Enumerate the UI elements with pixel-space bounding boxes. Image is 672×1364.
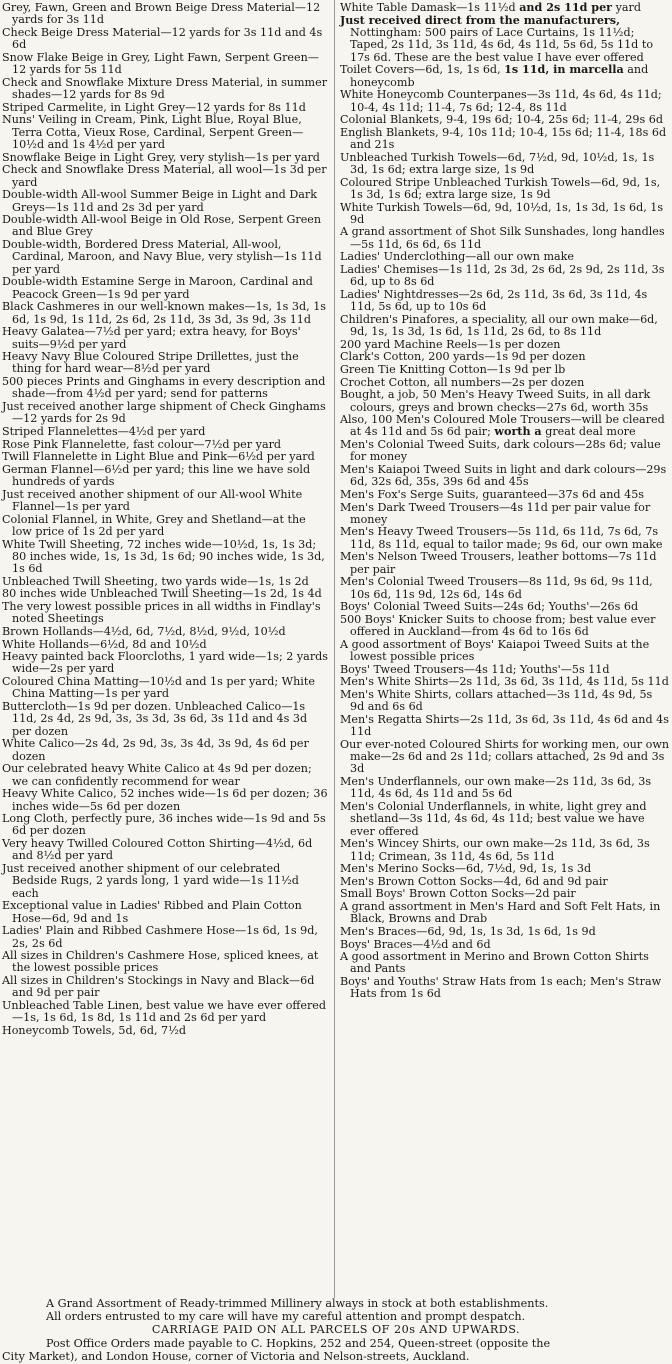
item-text: Our ever-noted Coloured Shirts for working men, our own make—2s 6d and 2s 11d; collars attached, 2s 9d and 3s 3d <box>340 737 670 776</box>
right-item <box>340 876 670 888</box>
item-text: Clark's Cotton, 200 yards—1s 9d per dozen <box>340 350 586 364</box>
item-text: Ladies' Nightdresses—2s 6d, 2s 11d, 3s 6d, 3s 11d, 4s 11d, 5s 6d, up to 10s 6d <box>340 287 648 314</box>
left-item: Heavy White Calico, 52 inches wide—1s 6d per dozen; 36 inches wide—5s 6d per dozen <box>2 787 328 813</box>
left-item: Striped Flannelettes—4½d per yard <box>2 424 206 438</box>
left-item: Unbleached Table Linen, best value we have ever offered—1s, 1s 6d, 1s 8d, 1s 11d and 2s 6d per yard <box>2 999 326 1025</box>
left-item: Colonial Flannel, in White, Grey and Shetland—at the low price of 1s 2d per yard <box>2 512 306 538</box>
item-text: Men's Underflannels, our own make—2s 11d, 3s 6d, 3s 11d, 4s 6d, 4s 11d and 5s 6d <box>340 775 652 801</box>
left-item: Buttercloth—1s 9d per dozen. Unbleached Calico—1s 11d, 2s 4d, 2s 9d, 3s, 3s 3d, 3s 6d, 3s 11d and 4s 3d per dozen <box>2 700 308 738</box>
left-item: Black Cashmeres in our well-known makes—1s, 1s 3d, 1s 6d, 1s 9d, 1s 11d, 2s 6d, 2s 11d, 3s 3d, 3s 9d, 3s 11d <box>2 300 326 326</box>
left-item: Double-width All-wool Summer Beige in Light and Dark Greys—1s 11d and 2s 3d per yard <box>2 188 317 214</box>
item-text: White Honeycomb Counterpanes—3s 11d, 4s 6d, 4s 11d; 10-4, 4s 11d; 11-4, 7s 6d; 12-4, 8s 11d <box>340 88 662 114</box>
item-text: Bought, a job, 50 Men's Heavy Tweed Suits, in all dark colours, greys and brown checks—27s 6d, worth 35s <box>340 388 651 414</box>
right-item <box>340 639 670 664</box>
right-item <box>340 776 670 801</box>
item-text: Children's Pinafores, a speciality, all our own make—6d, 9d, 1s, 1s 3d, 1s 6d, 1s 11d, 2s 6d, to 8s 11d <box>340 312 658 339</box>
item-text: Boys' Colonial Tweed Suits—24s 6d; Youths'—26s 6d <box>340 600 639 614</box>
left-item: Heavy painted back Floorcloths, 1 yard wide—1s; 2 yards wide—2s per yard <box>2 650 328 676</box>
right-item <box>340 202 670 227</box>
left-item: Heavy Navy Blue Coloured Stripe Drillettes, just the thing for hard wear—8½d per yard <box>2 350 299 376</box>
footer-carriage-line: CARRIAGE PAID ON ALL PARCELS OF 20s AND UPWARDS. <box>151 1323 521 1337</box>
item-text: Men's Colonial Tweed Suits, dark colours—28s 6d; value for money <box>340 438 661 464</box>
item-text: Men's Colonial Underflannels, in white, light grey and shetland—3s 11d, 4s 6d, 4s 11d; best value we have ever offered <box>340 800 647 838</box>
left-item: Just received another large shipment of Check Ginghams—12 yards for 2s 9d <box>2 400 326 426</box>
right-item <box>340 364 670 376</box>
item-text-continued: great deal more <box>541 425 636 439</box>
left-item: Snow Flake Beige in Grey, Light Fawn, Serpent Green—12 yards for 5s 11d <box>2 50 319 77</box>
footer-address-line: City Market), and London House, corner of Victoria and Nelson-streets, Auckland. <box>2 1349 470 1363</box>
left-item: White Twill Sheeting, 72 inches wide—10½d, 1s, 1s 3d; 80 inches wide, 1s, 1s 3d, 1s 6d; 90 inches wide, 1s 3d, 1s 6d <box>2 537 325 576</box>
item-text: White Table Damask—1s 11½d <box>340 1 520 14</box>
left-item: Snowflake Beige in Light Grey, very stylish—1s per yard <box>2 150 320 164</box>
right-item <box>340 127 670 152</box>
item-text: Men's Kaiapoi Tweed Suits in light and dark colours—29s 6d, 32s 6d, 35s, 39s 6d and 45s <box>340 462 667 489</box>
right-item <box>340 888 670 900</box>
right-item <box>340 89 670 114</box>
left-item: Honeycomb Towels, 5d, 6d, 7½d <box>2 1023 187 1037</box>
item-text: Boys' Tweed Trousers—4s 11d; Youths'—5s 11d <box>340 662 610 676</box>
item-text-continued: and honeycomb <box>350 63 649 89</box>
right-item <box>340 314 670 339</box>
item-text: Men's Colonial Tweed Trousers—8s 11d, 9s 6d, 9s 11d, 10s 6d, 11s 9d, 12s 6d, 14s 6d <box>340 575 653 601</box>
left-item: Check and Snowflake Mixture Dress Material, in summer shades—12 yards for 8s 9d <box>2 75 328 102</box>
right-item <box>340 114 670 126</box>
left-item: Check Beige Dress Material—12 yards for 3s 11d and 4s 6d <box>2 25 323 52</box>
right-column <box>340 2 670 1001</box>
item-text: Men's White Shirts, collars attached—3s 11d, 4s 9d, 5s 9d and 6s 6d <box>340 687 653 714</box>
left-item: Brown Hollands—4½d, 6d, 7½d, 8½d, 9½d, 10½d <box>2 624 286 638</box>
item-text: Coloured Stripe Unbleached Turkish Towels—6d, 9d, 1s, 1s 3d, 1s 6d; extra large size, 1s 9d <box>340 175 661 201</box>
right-item <box>340 576 670 601</box>
right-item <box>340 15 670 64</box>
item-text: Men's Regatta Shirts—2s 11d, 3s 6d, 3s 11d, 4s 6d and 4s 11d <box>340 712 669 739</box>
right-item <box>340 502 670 527</box>
right-item <box>340 489 670 501</box>
item-bold-text: worth a <box>494 425 542 439</box>
item-bold-text: and 2s 11d per <box>519 1 613 14</box>
left-item: German Flannel—6½d per yard; this line we have sold hundreds of yards <box>2 462 311 489</box>
right-item <box>340 339 670 351</box>
item-text: Green Tie Knitting Cotton—1s 9d per lb <box>340 362 566 376</box>
right-item <box>340 377 670 389</box>
right-item <box>340 976 670 1001</box>
left-item: The very lowest possible prices in all widths in Findlay's noted Sheetings <box>2 600 321 626</box>
left-item: Very heavy Twilled Coloured Cotton Shirting—4½d, 6d and 8½d per yard <box>2 837 313 863</box>
right-item <box>340 951 670 976</box>
left-item: Unbleached Twill Sheeting, two yards wide—1s, 1s 2d <box>2 574 309 588</box>
left-item: Rose Pink Flannelette, fast colour—7½d per yard <box>2 437 282 451</box>
item-bold-text: 1s 11d, in marcella <box>504 63 624 77</box>
right-item <box>340 526 670 551</box>
left-item: Long Cloth, perfectly pure, 36 inches wide—1s 9d and 5s 6d per dozen <box>2 812 326 838</box>
item-text: Men's White Shirts—2s 11d, 3s 6d, 3s 11d, 4s 11d, 5s 11d <box>340 675 669 689</box>
item-text: A good assortment in Merino and Brown Cotton Shirts and Pants <box>340 950 649 976</box>
left-item: Just received another shipment of our All-wool White Flannel—1s per yard <box>2 487 303 513</box>
item-text: Crochet Cotton, all numbers—2s per dozen <box>340 375 585 389</box>
item-text: Small Boys' Brown Cotton Socks—2d pair <box>340 887 576 901</box>
right-item <box>340 152 670 177</box>
item-text: White Turkish Towels—6d, 9d, 10½d, 1s, 1s 3d, 1s 6d, 1s 9d <box>340 200 664 226</box>
item-text: 200 yard Machine Reels—1s per dozen <box>340 337 561 351</box>
item-text: Toilet Covers—6d, 1s, 1s 6d, <box>340 63 505 77</box>
right-item <box>340 226 670 251</box>
right-item <box>340 601 670 613</box>
item-text: 500 Boys' Knicker Suits to choose from; best value ever offered in Auckland—from 4s 6d to 16s 6d <box>340 612 656 639</box>
right-item <box>340 676 670 688</box>
left-item: Nuns' Veiling in Cream, Pink, Light Blue, Royal Blue, Terra Cotta, Vieux Rose, Cardinal, Serpent Green—10½d and 1s 4½d per yard <box>2 113 304 152</box>
item-text-continued: yard <box>612 1 641 14</box>
right-item <box>340 838 670 863</box>
footer-millinery-line: A Grand Assortment of Ready-trimmed Millinery always in stock at both establishments. <box>46 1297 549 1310</box>
right-item <box>340 926 670 938</box>
left-item: White Calico—2s 4d, 2s 9d, 3s, 3s 4d, 3s 9d, 4s 6d per dozen <box>2 737 309 763</box>
left-item: Heavy Galatea—7½d per yard; extra heavy, for Boys' suits—9½d per yard <box>2 325 301 351</box>
right-item <box>340 264 670 289</box>
item-bold-text: Just received direct from the manufacturers, <box>340 13 620 27</box>
right-item <box>340 664 670 676</box>
item-text: Colonial Blankets, 9-4, 19s 6d; 10-4, 25s 6d; 11-4, 29s 6d <box>340 113 663 127</box>
left-item: Exceptional value in Ladies' Ribbed and Plain Cotton Hose—6d, 9d and 1s <box>2 899 302 925</box>
item-text: A good assortment of Boys' Kaiapoi Tweed Suits at the lowest possible prices <box>340 637 650 664</box>
right-item <box>340 351 670 363</box>
right-item <box>340 863 670 875</box>
right-item <box>340 801 670 838</box>
right-item <box>340 414 670 439</box>
item-text: Men's Nelson Tweed Trousers, leather bottoms—7s 11d per pair <box>340 550 657 576</box>
right-item <box>340 177 670 202</box>
item-text: Men's Merino Socks—6d, 7½d, 9d, 1s, 1s 3d <box>340 862 592 876</box>
right-item <box>340 2 670 14</box>
item-text: Ladies' Underclothing—all our own make <box>340 250 575 264</box>
item-text: Men's Wincey Shirts, our own make—2s 11d, 3s 6d, 3s 11d; Crimean, 3s 11d, 4s 6d, 5s 11d <box>340 837 650 863</box>
left-item: Striped Carmelite, in Light Grey—12 yards for 8s 11d <box>2 100 306 114</box>
left-item: 500 pieces Prints and Ginghams in every description and shade—from 4½d per yard; send for patterns <box>2 375 326 401</box>
left-item: All sizes in Children's Cashmere Hose, spliced knees, at the lowest possible prices <box>2 949 319 975</box>
left-item: All sizes in Children's Stockings in Navy and Black—6d and 9d per pair <box>2 974 315 1000</box>
item-text: Unbleached Turkish Towels—6d, 7½d, 9d, 10½d, 1s, 1s 3d, 1s 6d; extra large size, 1s 9d <box>340 150 655 176</box>
left-item: Double-width, Bordered Dress Material, All-wool, Cardinal, Maroon, and Navy Blue, very stylish—1s 11d per yard <box>2 238 322 276</box>
right-item <box>340 464 670 489</box>
item-text: Boys' Braces—4½d and 6d <box>340 937 491 951</box>
right-item <box>340 939 670 951</box>
right-item <box>340 64 670 89</box>
right-item <box>340 251 670 263</box>
left-item: Double-width All-wool Beige in Old Rose, Serpent Green and Blue Grey <box>2 213 322 239</box>
footer-orders-line: All orders entrusted to my care will have my careful attention and prompt despatch. <box>46 1310 526 1324</box>
right-item <box>340 551 670 576</box>
right-item <box>340 714 670 739</box>
right-item <box>340 389 670 414</box>
left-item: Our celebrated heavy White Calico at 4s 9d per dozen; we can confidently recommend for wear <box>2 762 312 788</box>
left-item: White Hollands—6½d, 8d and 10½d <box>2 637 207 651</box>
item-text: A grand assortment in Men's Hard and Soft Felt Hats, in Black, Browns and Drab <box>340 900 661 926</box>
left-item: Twill Flannelette in Light Blue and Pink—6½d per yard <box>2 450 315 464</box>
item-text-continued: Nottingham: 500 pairs of Lace Curtains, 1s 11½d; Taped, 2s 11d, 3s 11d, 4s 6d, 4s 11d, 5s 6d, 5s 11d to 17s 6d. These are the best value I have ever offered <box>350 25 654 64</box>
item-text: Ladies' Chemises—1s 11d, 2s 3d, 2s 6d, 2s 9d, 2s 11d, 3s 6d, up to 8s 6d <box>340 262 665 289</box>
right-item <box>340 739 670 776</box>
item-text: Men's Heavy Tweed Trousers—5s 11d, 6s 11d, 7s 6d, 7s 11d, 8s 11d, equal to tailor made; 9s 6d, our own make <box>340 525 663 551</box>
right-item <box>340 901 670 926</box>
item-text: Men's Braces—6d, 9d, 1s, 1s 3d, 1s 6d, 1s 9d <box>340 924 596 938</box>
right-item <box>340 439 670 464</box>
item-text: Men's Dark Tweed Trousers—4s 11d per pair value for money <box>340 500 651 526</box>
right-item <box>340 614 670 639</box>
left-item: 80 inches wide Unbleached Twill Sheeting—1s 2d, 1s 4d <box>2 587 322 601</box>
footer <box>0 1297 672 1363</box>
right-item <box>340 289 670 314</box>
item-text: Men's Brown Cotton Socks—4d, 6d and 9d pair <box>340 874 608 888</box>
left-item: Just received another shipment of our celebrated Bedside Rugs, 2 yards long, 1 yard wide—1s 11½d each <box>2 861 299 900</box>
item-text: Also, 100 Men's Coloured Mole Trousers—will be cleared at 4s 11d and 5s 6d pair; <box>340 413 665 439</box>
left-item: Check and Snowflake Dress Material, all wool—1s 3d per yard <box>2 163 327 189</box>
left-item: Ladies' Plain and Ribbed Cashmere Hose—1s 6d, 1s 9d, 2s, 2s 6d <box>2 924 318 950</box>
left-item: Double-width Estamine Serge in Maroon, Cardinal and Peacock Green—1s 9d per yard <box>2 275 313 301</box>
item-text: Men's Fox's Serge Suits, guaranteed—37s 6d and 45s <box>340 487 644 501</box>
left-item: Grey, Fawn, Green and Brown Beige Dress Material—12 yards for 3s 11d <box>2 1 321 27</box>
right-item <box>340 689 670 714</box>
item-text: A grand assortment of Shot Silk Sunshades, long handles—5s 11d, 6s 6d, 6s 11d <box>340 225 665 251</box>
column-divider <box>334 0 335 1298</box>
left-column <box>2 2 328 1038</box>
item-text: English Blankets, 9-4, 10s 11d; 10-4, 15s 6d; 11-4, 18s 6d and 21s <box>340 125 667 152</box>
left-item: Coloured China Matting—10½d and 1s per yard; White China Matting—1s per yard <box>2 675 315 701</box>
footer-post-office-line: Post Office Orders made payable to C. Hopkins, 252 and 254, Queen-street (opposite the <box>46 1336 551 1350</box>
item-text: Boys' and Youths' Straw Hats from 1s each; Men's Straw Hats from 1s 6d <box>340 975 662 1001</box>
